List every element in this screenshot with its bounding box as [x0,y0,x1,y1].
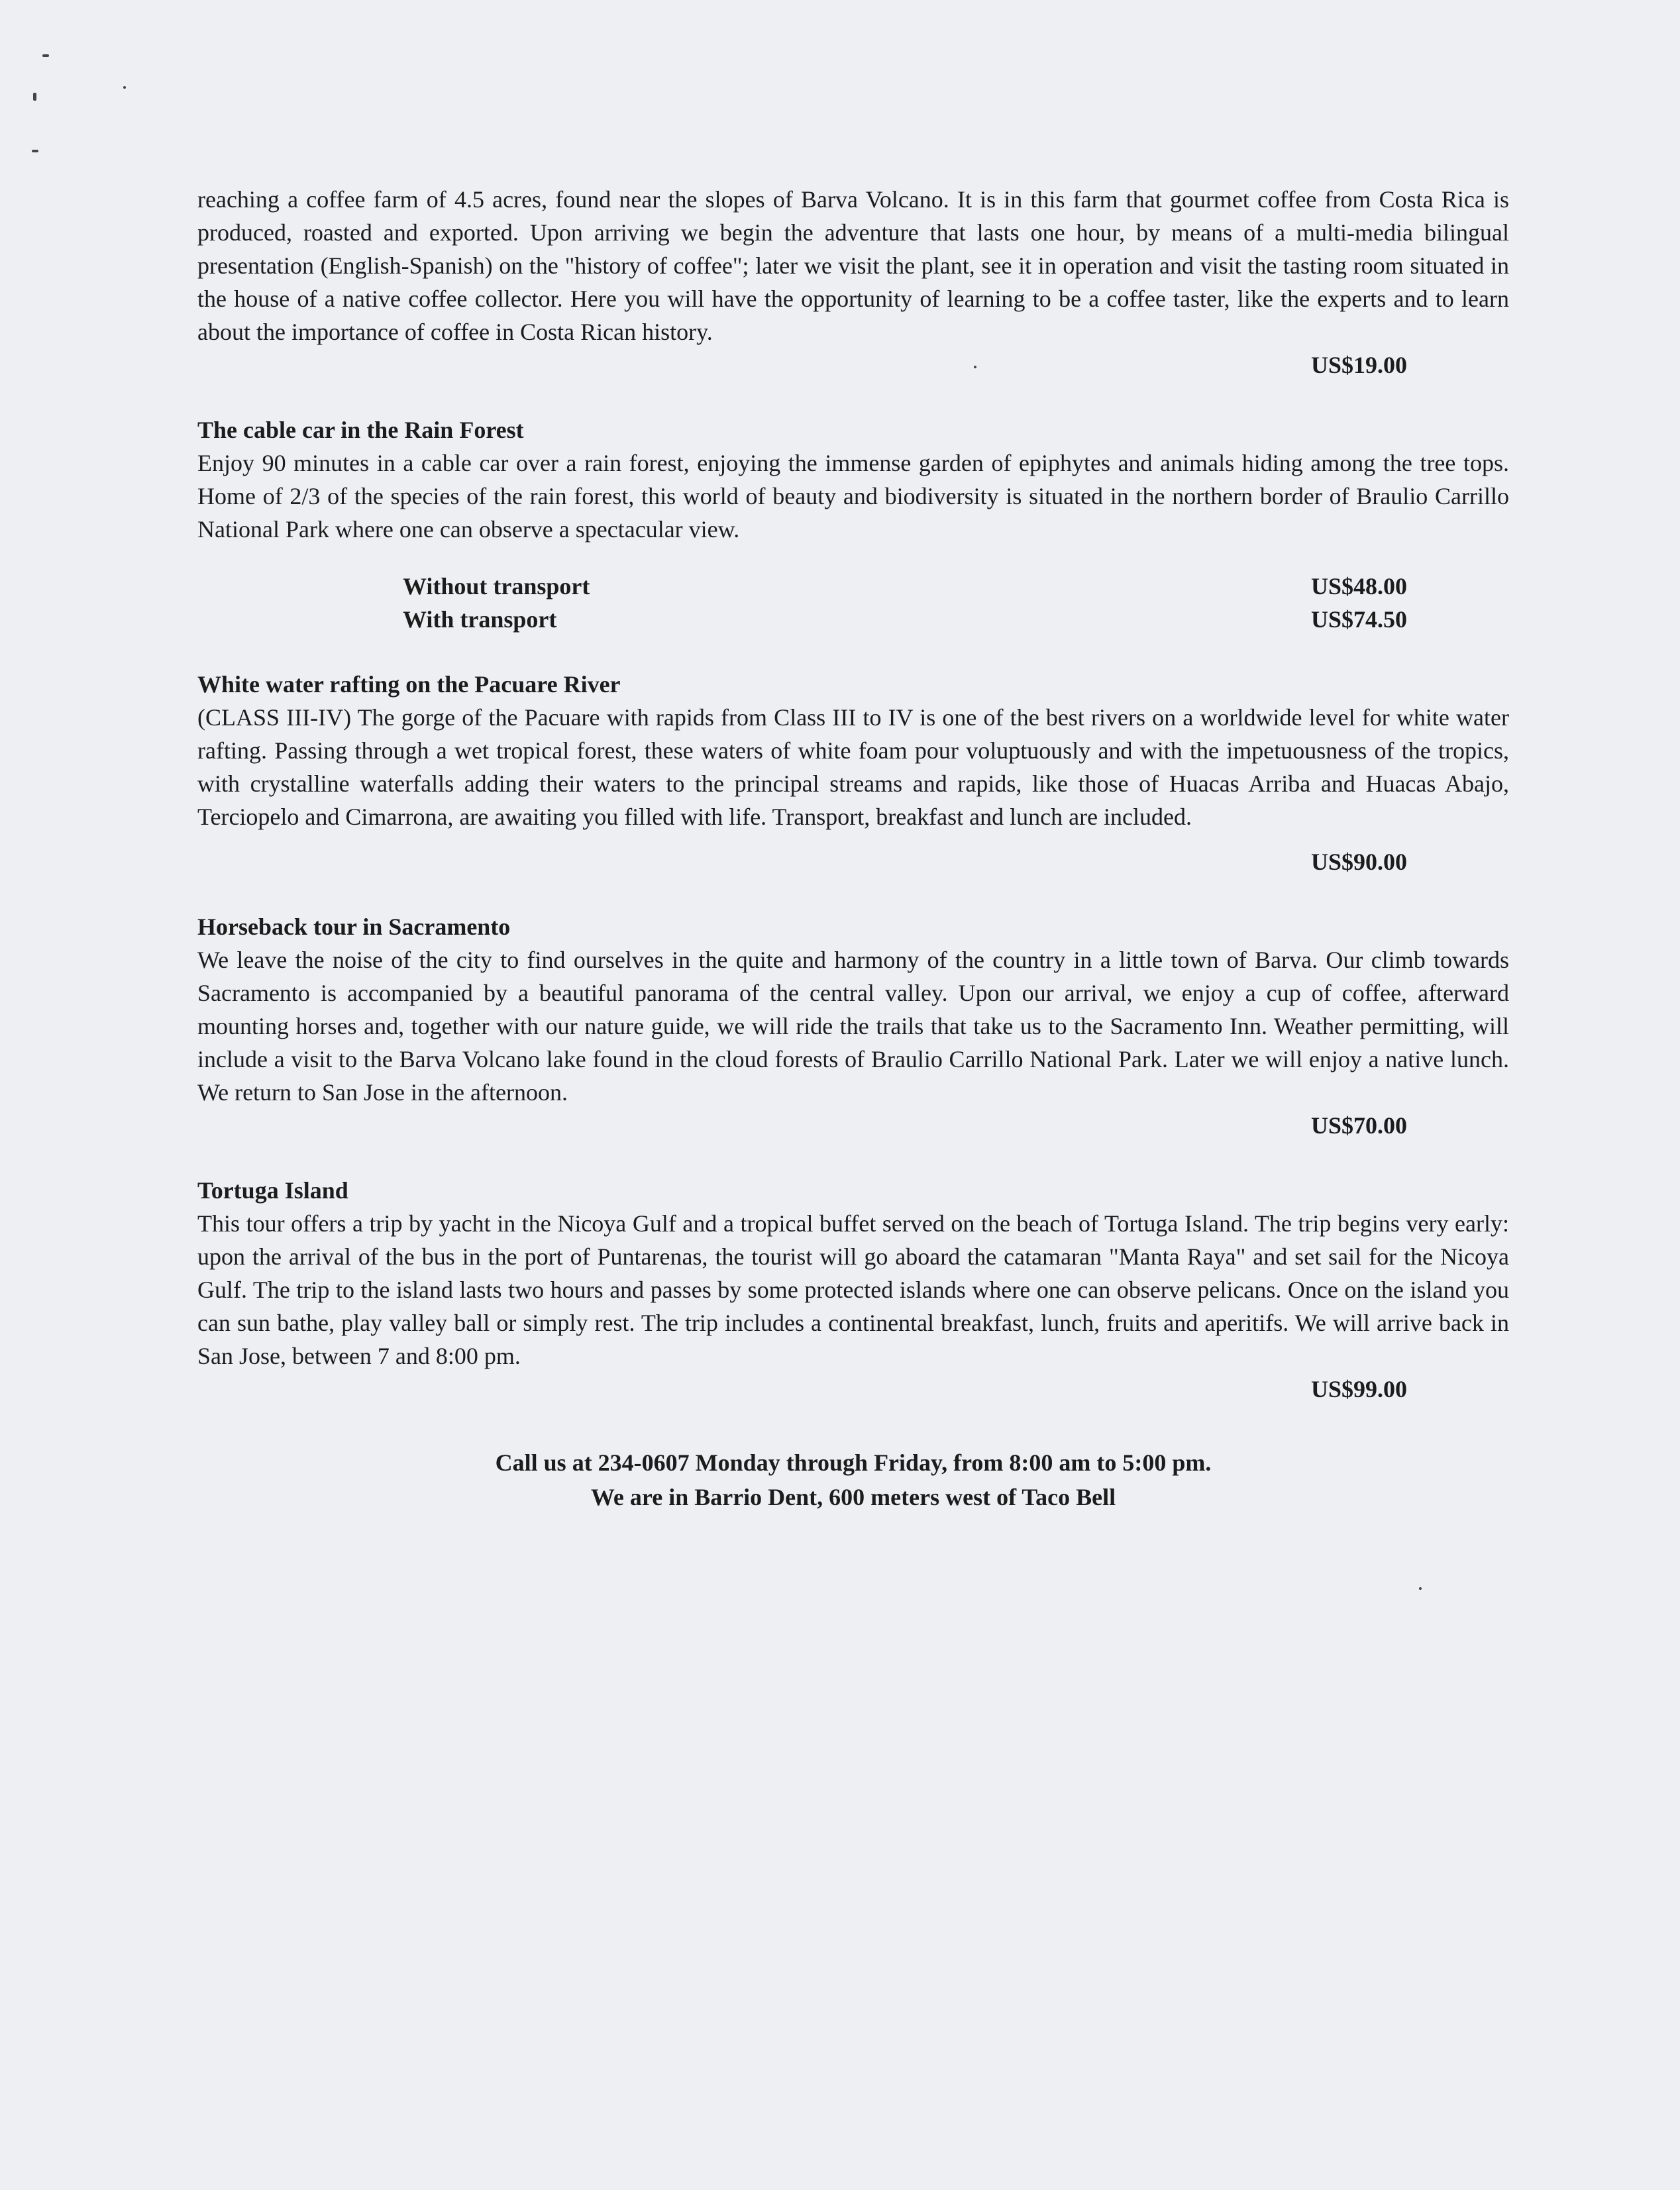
scan-speck [32,150,38,152]
rafting-heading: White water rafting on the Pacuare River [197,671,621,698]
tortuga-description: This tour offers a trip by yacht in the Nicoya Gulf and a tropical buffet served on the beach of Tortuga Island. The trip begins very early: upon the arrival of the bus in the port of Puntarenas, the tourist will go aboard the catamaran "Manta Raya" and set sail for the Nicoya Gulf. The trip to the island lasts two hours and passes by some protected islands where one can observe pelicans. Once on the island you can sun bathe, play valley ball or simply rest. The trip includes a continental breakfast, lunch, fruits and aperitifs. We will arrive back in San Jose, between 7 and 8:00 pm. [197,1210,1509,1369]
price-row-with-transport [403,603,1407,636]
contact-phone-line: Call us at 234-0607 Monday through Friday, from 8:00 am to 5:00 pm. [495,1449,1212,1476]
rafting-price: US$90.00 [1310,849,1407,875]
cable-car-description: Enjoy 90 minutes in a cable car over a rain forest, enjoying the immense garden of epiphytes and animals hiding among the tree tops. Home of 2/3 of the species of the rain forest, this world of beauty and biodiversity is situated in the northern border of Braulio Carrillo National Park where one can observe a spectacular view. [197,450,1509,543]
tortuga-heading: Tortuga Island [197,1177,348,1204]
rafting-description: (CLASS III-IV) The gorge of the Pacuare with rapids from Class III to IV is one of the best rivers on a worldwide level for white water rafting. Passing through a wet tropical forest, these waters of white foam pour voluptuously and with the impetuousness of the tropics, with crystalline waterfalls adding their waters to the principal streams and rapids, like those of Huacas Arriba and Huacas Abajo, Terciopelo and Cimarrona, are awaiting you filled with life. Transport, breakfast and lunch are included. [197,704,1509,830]
option-label: Without transport [403,573,590,600]
tortuga-section [197,1174,1509,1406]
option-price: US$74.50 [1310,606,1407,633]
scan-speck [42,54,49,57]
coffee-tour-price: US$19.00 [1310,352,1407,378]
option-label: With transport [403,606,557,633]
scan-speck [123,86,126,89]
cable-car-heading: The cable car in the Rain Forest [197,417,524,443]
cable-car-section [197,413,1509,636]
contact-footer [197,1445,1509,1514]
tortuga-price: US$99.00 [1310,1376,1407,1402]
scan-speck [1419,1587,1422,1590]
document-body [197,183,1509,1514]
horseback-section [197,910,1509,1142]
horseback-heading: Horseback tour in Sacramento [197,913,511,940]
cable-car-price-table [403,570,1407,636]
rafting-section [197,668,1509,878]
contact-address-line: We are in Barrio Dent, 600 meters west of Taco Bell [590,1484,1116,1510]
coffee-tour-description: reaching a coffee farm of 4.5 acres, found near the slopes of Barva Volcano. It is in this farm that gourmet coffee from Costa Rica is produced, roasted and exported. Upon arriving we begin the adventure that lasts one hour, by means of a multi-media bilingual presentation (English-Spanish) on the "history of coffee"; later we visit the plant, see it in operation and visit the tasting room situated in the house of a native coffee collector. Here you will have the opportunity of learning to be a coffee taster, like the experts and to learn about the importance of coffee in Costa Rican history. [197,186,1509,345]
coffee-tour-section [197,183,1509,382]
scan-speck [33,93,36,101]
horseback-price: US$70.00 [1310,1112,1407,1139]
price-row-without-transport [403,570,1407,603]
horseback-description: We leave the noise of the city to find ourselves in the quite and harmony of the country in a little town of Barva. Our climb towards Sacramento is accompanied by a beautiful panorama of the central valley. Upon our arrival, we enjoy a cup of coffee, afterward mounting horses and, together with our nature guide, we will ride the trails that take us to the Sacramento Inn. Weather permitting, will include a visit to the Barva Volcano lake found in the cloud forests of Braulio Carrillo National Park. Later we will enjoy a native lunch. We return to San Jose in the afternoon. [197,947,1509,1106]
option-price: US$48.00 [1310,573,1407,600]
